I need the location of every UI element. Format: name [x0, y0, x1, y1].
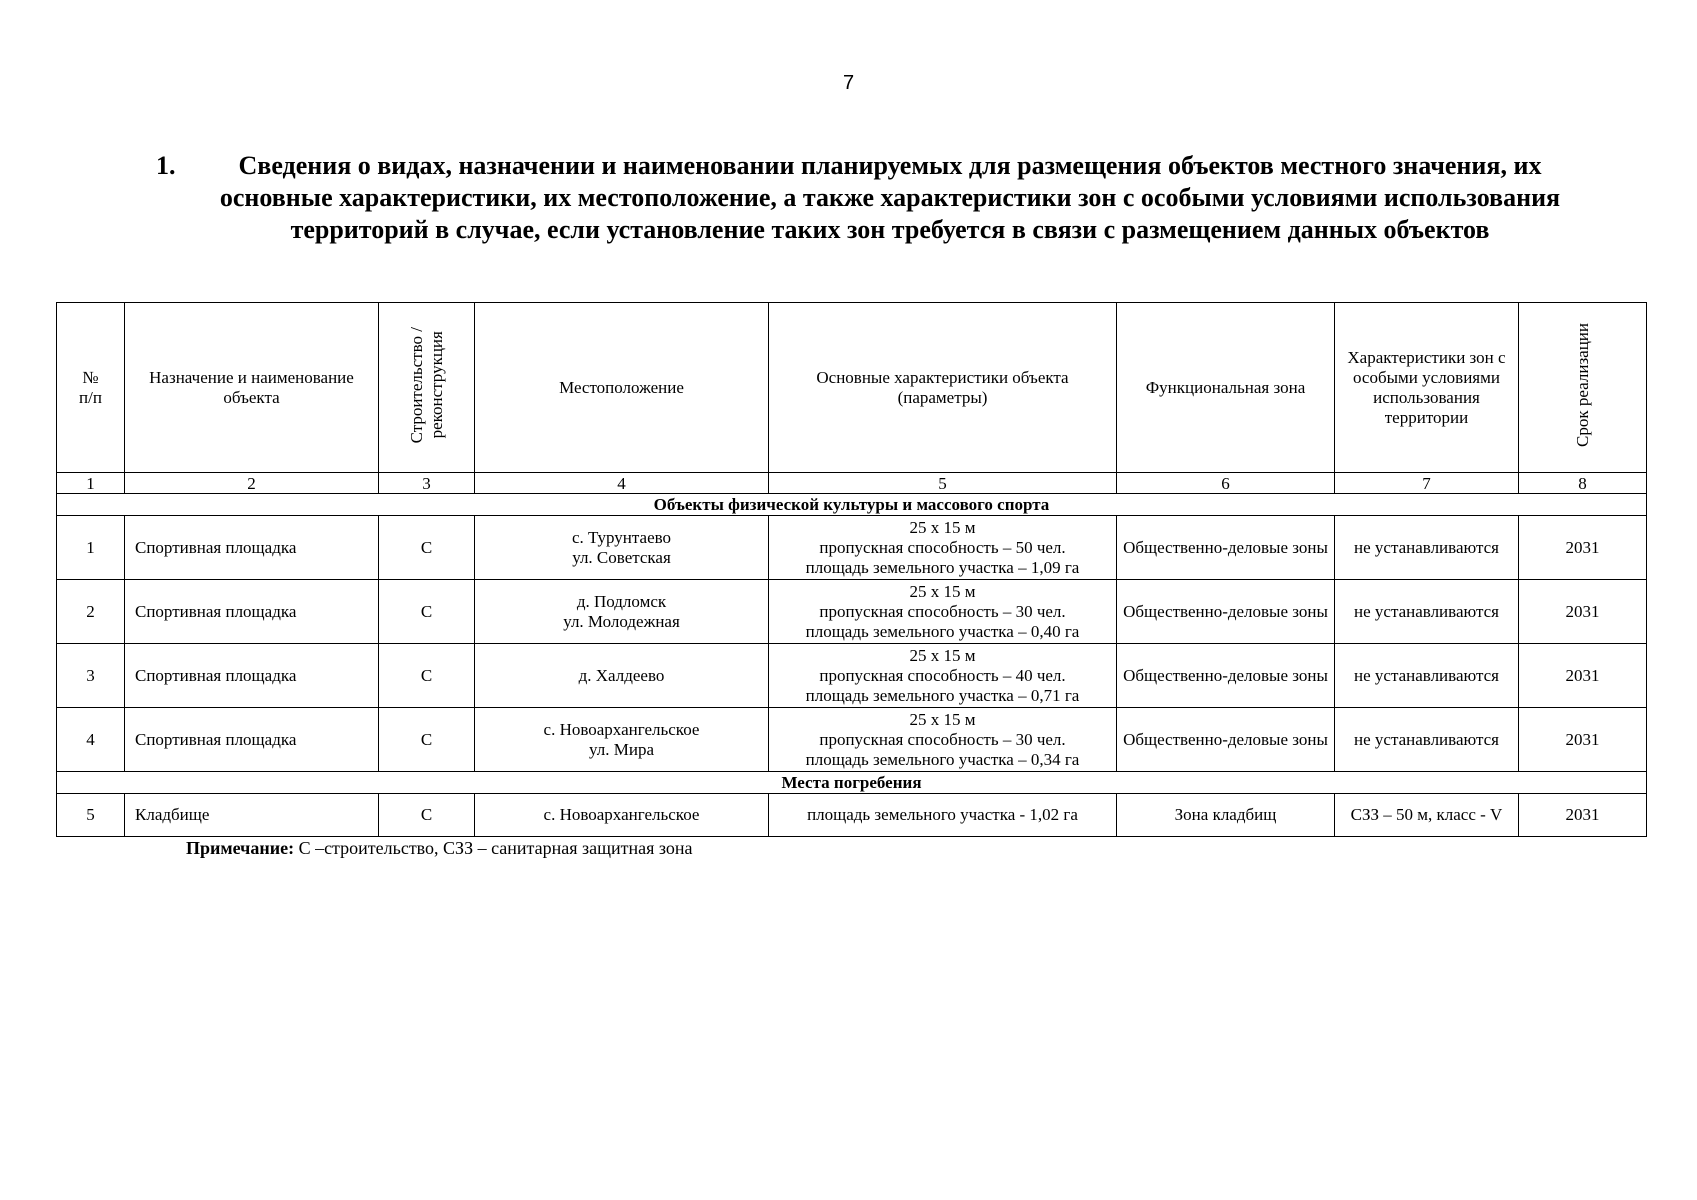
cell-deadline: 2031 — [1519, 794, 1647, 837]
note-label: Примечание: — [186, 838, 295, 858]
cell-index: 1 — [57, 516, 125, 580]
cell-construction-type: С — [379, 516, 475, 580]
cell-index: 5 — [57, 794, 125, 837]
cell-deadline: 2031 — [1519, 516, 1647, 580]
column-number-row — [57, 473, 1647, 494]
cell-functional-zone: Общественно-деловые зоны — [1117, 644, 1335, 708]
cell-parameters: 25 х 15 м пропускная способность – 30 чел. площадь земельного участка – 0,40 га — [769, 580, 1117, 644]
cell-parameters: площадь земельного участка - 1,02 га — [769, 794, 1117, 837]
column-number: 2 — [125, 473, 379, 494]
cell-object-name: Спортивная площадка — [125, 580, 379, 644]
cell-location: д. Подломск ул. Молодежная — [475, 580, 769, 644]
objects-table — [56, 302, 1647, 837]
column-number: 5 — [769, 473, 1117, 494]
cell-location: с. Новоархангельское — [475, 794, 769, 837]
table-row — [57, 644, 1647, 708]
cell-special-zones: не устанавливаются — [1335, 580, 1519, 644]
section-heading — [150, 150, 1590, 246]
header-cell: Характеристики зон с особыми условиями использования территории — [1335, 303, 1519, 473]
header-cell: Назначение и наименование объекта — [125, 303, 379, 473]
header-cell: Местоположение — [475, 303, 769, 473]
column-number: 3 — [379, 473, 475, 494]
cell-construction-type: С — [379, 580, 475, 644]
header-cell-vertical: Строительство / реконструкция — [379, 303, 475, 473]
cell-object-name: Кладбище — [125, 794, 379, 837]
column-number: 7 — [1335, 473, 1519, 494]
cell-functional-zone: Общественно-деловые зоны — [1117, 708, 1335, 772]
cell-object-name: Спортивная площадка — [125, 644, 379, 708]
section-title: Объекты физической культуры и массового спорта — [57, 494, 1647, 516]
header-cell: Функциональная зона — [1117, 303, 1335, 473]
cell-deadline: 2031 — [1519, 708, 1647, 772]
cell-object-name: Спортивная площадка — [125, 516, 379, 580]
cell-parameters: 25 х 15 м пропускная способность – 50 чел. площадь земельного участка – 1,09 га — [769, 516, 1117, 580]
section-title: Места погребения — [57, 772, 1647, 794]
table-row — [57, 580, 1647, 644]
table-row — [57, 516, 1647, 580]
page-number: 7 — [842, 72, 855, 94]
cell-deadline: 2031 — [1519, 644, 1647, 708]
header-cell: Основные характеристики объекта (параметры) — [769, 303, 1117, 473]
section-heading-text: Сведения о видах, назначении и наименовании планируемых для размещения объектов местного значения, их основные характеристики, их местоположение, а также характеристики зон с особыми условиями использования территорий в случае, если установление таких зон требуется в связи с размещением данных объектов — [219, 151, 1561, 244]
cell-special-zones: не устанавливаются — [1335, 516, 1519, 580]
cell-construction-type: С — [379, 794, 475, 837]
cell-location: д. Халдеево — [475, 644, 769, 708]
cell-parameters: 25 х 15 м пропускная способность – 40 чел. площадь земельного участка – 0,71 га — [769, 644, 1117, 708]
table-header-row — [57, 303, 1647, 473]
column-number: 4 — [475, 473, 769, 494]
section-row-burial — [57, 772, 1647, 794]
column-number: 8 — [1519, 473, 1647, 494]
cell-index: 3 — [57, 644, 125, 708]
table-note — [186, 838, 693, 859]
cell-functional-zone: Общественно-деловые зоны — [1117, 516, 1335, 580]
note-text: С –строительство, СЗЗ – санитарная защитная зона — [294, 838, 693, 858]
cell-parameters: 25 х 15 м пропускная способность – 30 чел. площадь земельного участка – 0,34 га — [769, 708, 1117, 772]
cell-special-zones: СЗЗ – 50 м, класс - V — [1335, 794, 1519, 837]
cell-index: 4 — [57, 708, 125, 772]
table-row — [57, 794, 1647, 837]
cell-deadline: 2031 — [1519, 580, 1647, 644]
cell-index: 2 — [57, 580, 125, 644]
cell-special-zones: не устанавливаются — [1335, 708, 1519, 772]
header-cell: № п/п — [57, 303, 125, 473]
table-row — [57, 708, 1647, 772]
section-heading-number: 1. — [156, 151, 176, 180]
column-number: 6 — [1117, 473, 1335, 494]
cell-location: с. Новоархангельское ул. Мира — [475, 708, 769, 772]
column-number: 1 — [57, 473, 125, 494]
cell-functional-zone: Зона кладбищ — [1117, 794, 1335, 837]
cell-construction-type: С — [379, 708, 475, 772]
cell-special-zones: не устанавливаются — [1335, 644, 1519, 708]
cell-functional-zone: Общественно-деловые зоны — [1117, 580, 1335, 644]
cell-construction-type: С — [379, 644, 475, 708]
cell-location: с. Турунтаево ул. Советская — [475, 516, 769, 580]
cell-object-name: Спортивная площадка — [125, 708, 379, 772]
section-row-sport — [57, 494, 1647, 516]
header-cell-vertical: Срок реализации — [1519, 303, 1647, 473]
